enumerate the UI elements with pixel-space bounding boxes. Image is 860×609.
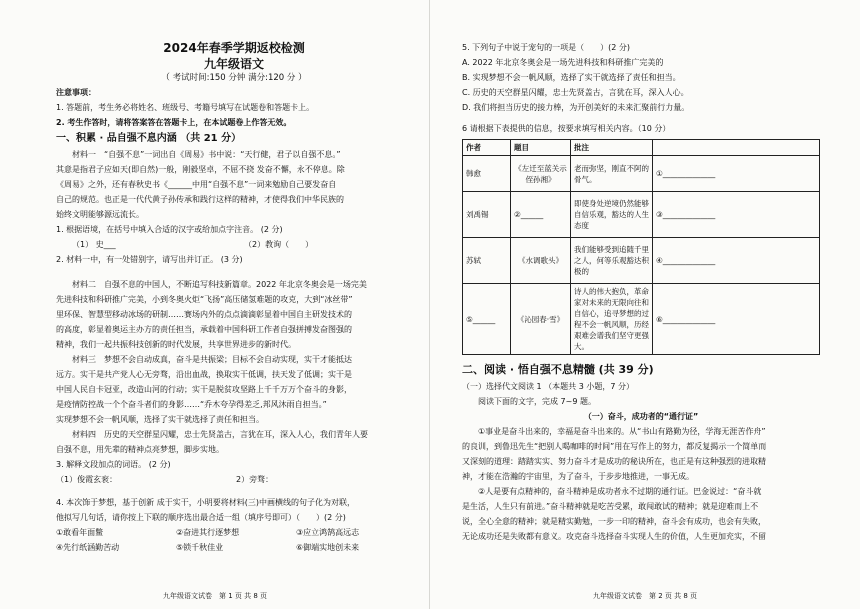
question-1: 1. 根据语境，在括号中填入合适的汉字或给加点字注音。 (2 分)	[56, 225, 283, 234]
material-1-line: 始终文明能够源远流长。	[56, 210, 144, 219]
table-row	[463, 192, 820, 238]
q4-option: ⑤锁千秋佳业	[176, 543, 224, 552]
table-header-cell: 题目	[511, 140, 571, 156]
note-cell: 诗人的伟大抱负，革命家对未来的无限向往和自信心，追寻梦想的过程不会一帆风顺，历经艰难会谱我们坚守更强大。	[571, 284, 653, 355]
question-4: 他拟写几句话，请你按上下联的顺序选出最合适一组（填序号即可）（ ）(2 分)	[56, 513, 346, 522]
article-title: （一）奋斗，成功者的“通行证”	[583, 412, 699, 421]
material-3-line: 远方。实干是共产党人心无旁骛，沿出血战，换取实干低调，扶天发了低调；实干是	[56, 370, 352, 379]
answer-cell[interactable]: ⑥______________	[653, 284, 820, 355]
exam-time: （ 考试时间:150 分钟 满分:120 分 ）	[161, 73, 307, 83]
q4-option: ⑥御端实地创未来	[296, 543, 360, 552]
q5-option-b: B. 实现梦想不会一帆风顺，选择了实干就选择了责任和担当。	[462, 73, 681, 82]
notice-label: 注意事项：	[56, 88, 96, 97]
article-paragraph-line: ①事业是奋斗出来的，幸福是奋斗出来的。从“书山有路勤为径，学海无涯苦作舟”	[478, 427, 766, 436]
material-3-line: 材料三 梦想不会自动成真，奋斗是共振梁；目标不会自动实现，实干才能抵达	[72, 355, 352, 364]
material-1-line: 《周易》之外，还有春秋史书《______中用“自强不息”一词来勉励自己要发奋自	[56, 180, 337, 189]
material-2-line: 精神，我们一起共振科技创新的时代发展，共享世界进步的新时代。	[56, 340, 296, 349]
note-cell: 老而弥坚，刚直不阿的骨气。	[571, 156, 653, 192]
notice-item-2: 2. 考生作答时，请将答案答在答题卡上，在本试题卷上作答无效。	[56, 118, 292, 127]
table-row	[463, 284, 820, 355]
q4-options-row	[56, 540, 412, 555]
material-1-line: 材料一 “自强不息”一词出自《周易》书中说：“天行健，君子以自强不息。”	[72, 150, 341, 159]
q3-item-2: 2）旁骛：	[236, 475, 274, 484]
material-4-line: 自强不息，用先辈的精神点亮梦想，脚步实地。	[56, 445, 224, 454]
article-paragraph-line: 是生活，人生只有前进。”奋斗精神就是吃苦受累，敢闯敢试的精神；就是迎难而上不	[462, 502, 759, 511]
page-footer: 九年级语文试卷 第 1 页 共 8 页	[162, 592, 268, 600]
q1-option-b: （2）教询（ ）	[244, 240, 314, 249]
article-paragraph-line: 无论成功还是失败都有意义。攻克奋斗选择奋斗实现人生的价值，人生更加充实，不留	[462, 532, 766, 541]
poem-cell: 《水调歌头》	[511, 238, 571, 284]
question-5: 5. 下列句子中说于宠句的一项是（ ）(2 分)	[462, 43, 631, 52]
material-2-line: 里环保、智慧型移动冰场的研制……赛场内外的点点滴滴彰显着中国自主研发技术的	[56, 310, 352, 319]
section-2-heading: 二、阅读 · 悟自强不息精髓 (共 39 分)	[462, 363, 654, 376]
material-4-line: 材料四 历史的天空群星闪耀，忠士先贤盖古，言犹在耳，深入人心，我们青年人要	[72, 430, 368, 439]
note-cell: 我们能够受到追随千里之人，何等乐观豁达积极的	[571, 238, 653, 284]
article-paragraph-line: ②人是要有点精神的，奋斗精神是成功者永不过期的通行证。巴金说过：“奋斗就	[478, 487, 762, 496]
article-paragraph-line: 的良训，到鲁迅先生“把别人喝咖啡的时间”用在写作上的努力，都反复揭示一个简单而	[462, 442, 767, 451]
author-cell[interactable]: ⑤______	[463, 284, 511, 355]
q5-option-a: A. 2022 年北京冬奥会是一场先进科技和科研推广完美的	[462, 58, 664, 67]
note-cell: 即使身处逆境仍然能够自信乐观，豁达的人生态度	[571, 192, 653, 238]
material-2-line: 先进科技和科研推广完美，小到冬奥火炬“飞扬”高压储氢难题的攻克，大到“冰丝带”	[56, 295, 353, 304]
answer-cell[interactable]: ①______________	[653, 156, 820, 192]
poem-cell: 《沁园春·雪》	[511, 284, 571, 355]
poem-cell[interactable]: ②______	[511, 192, 571, 238]
reading-instruction: 阅读下面的文字，完成 7~9 题。	[478, 397, 596, 406]
answer-space	[56, 267, 412, 277]
q1-option-a: （1） 史___	[72, 240, 116, 249]
q3-item-1: （1）俊霞玄衮：	[56, 475, 118, 484]
article-paragraph-line: 神，才能在浩瀚的宇宙里，为了奋斗，于步步地推进，一事无成。	[462, 472, 694, 481]
question-1-options	[56, 237, 412, 252]
author-cell: 韩愈	[463, 156, 511, 192]
material-3-line: 实现梦想不会一帆风顺，选择了实干就选择了责任和担当。	[56, 415, 264, 424]
q4-option: ①敢看年面鳖	[56, 528, 104, 537]
q4-options-row	[56, 525, 412, 540]
material-2-line: 的高度，彰显着奥运主办方的责任担当，承载着中国科研工作者自强拼搏发奋图强的	[56, 325, 352, 334]
q4-option: ②奋进其行逐梦想	[176, 528, 240, 537]
exam-subtitle: 九年级语文	[203, 57, 264, 71]
author-cell: 苏轼	[463, 238, 511, 284]
question-6: 6 请根据下表提供的信息，按要求填写相关内容。（10 分）	[462, 124, 671, 133]
author-cell: 刘禹锡	[463, 192, 511, 238]
question-3-items	[56, 472, 412, 487]
article-paragraph-line: 说，全心全意的精神；就是精实勤勉，一步一印的精神，奋斗会有成功，也会有失败，	[462, 517, 766, 526]
material-1-line: 其意是指君子应如天(即自然)一般，刚毅坚卓，不屈不挠 发奋不懈，永不停息。除	[56, 165, 345, 174]
table-row	[463, 238, 820, 284]
table-row	[463, 156, 820, 192]
answer-cell[interactable]: ④______________	[653, 238, 820, 284]
material-3-line: 中国人民自卡冠亚，改造山河的行动；实干是脱贫攻坚路上千千万万个奋斗的身影，	[56, 385, 352, 394]
table-header-cell: 批注	[571, 140, 653, 156]
table-header-cell	[653, 140, 820, 156]
notice-item-1: 1. 答题前，考生务必将姓名、班级号、考籍号填写在试题卷和答题卡上。	[56, 103, 315, 112]
q4-option: ④先行纸涵勤苦动	[56, 543, 120, 552]
poetry-table	[462, 139, 820, 355]
q4-option: ③应立鸿鹄高远志	[296, 528, 360, 537]
section-1-heading: 一、积累 · 品自强不息内涵 （共 21 分）	[56, 133, 242, 144]
question-2: 2. 材料一中，有一处错别字，请写出并订正。 (3 分)	[56, 255, 243, 264]
material-2-line: 材料二 自强不息的中国人，不断追写科技新篇章。2022 年北京冬奥会是一场完美	[72, 280, 367, 289]
article-paragraph-line: 又深刻的道理：踏踏实实、努力奋斗才是成功的秘诀所在，也正是有这种强烈的进取精	[462, 457, 766, 466]
answer-cell[interactable]: ③______________	[653, 192, 820, 238]
q5-option-c: C. 历史的天空群星闪耀，忠士先贤盖古，言犹在耳，深入人心。	[462, 88, 689, 97]
question-4: 4. 本次饰于梦想，基于创新 成于实干，小明要将材料(三)中画横线的句子化为对联，	[56, 498, 355, 507]
page-2	[430, 0, 860, 609]
material-3-line: 是疫情防控战一个个奋斗者们的身影……“乔木夸孕得差乏,邦风沐雨自担当。”	[56, 400, 327, 409]
table-header-row	[463, 140, 820, 156]
q5-option-d: D. 我们将担当历史的接力棒，为开创美好的未来汇聚前行力量。	[462, 103, 690, 112]
poem-cell: 《左迁至蓝关示侄孙湘》	[511, 156, 571, 192]
question-3: 3. 解释文段加点的词语。 (2 分)	[56, 460, 171, 469]
exam-title: 2024年春季学期返校检测	[163, 41, 305, 55]
answer-space	[56, 487, 412, 495]
material-1-line: 自己的规范。也正是一代代黄子孙传承和践行这样的精神，才使得我们中华民族的	[56, 195, 344, 204]
page-footer: 九年级语文试卷 第 2 页 共 8 页	[592, 592, 698, 600]
subsection-heading: （一）选择代文阅读 1 （本题共 3 小题，7 分）	[462, 382, 634, 391]
table-header-cell: 作者	[463, 140, 511, 156]
